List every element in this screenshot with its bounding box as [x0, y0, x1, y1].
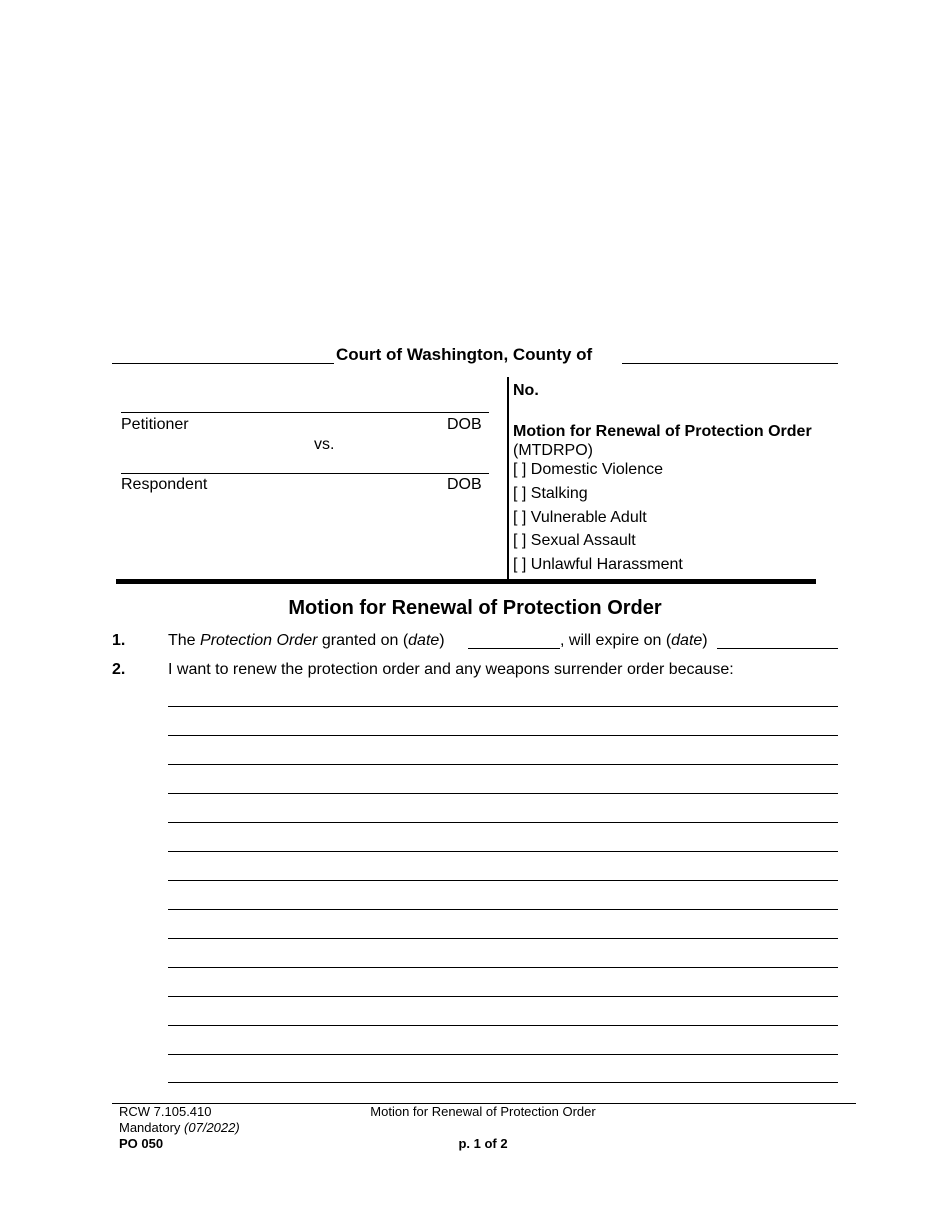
versus-label: vs.: [314, 436, 335, 453]
item-2-number: 2.: [112, 661, 126, 678]
item-1-date-2: date: [671, 632, 703, 649]
reason-line[interactable]: [168, 793, 838, 794]
order-type-sexual-assault[interactable]: [ ] Sexual Assault: [513, 532, 636, 549]
reason-line[interactable]: [168, 1082, 838, 1083]
reason-line[interactable]: [168, 880, 838, 881]
court-prefix-line[interactable]: [112, 363, 334, 364]
county-line[interactable]: [622, 363, 838, 364]
footer-title: Motion for Renewal of Protection Order: [370, 1104, 596, 1119]
reason-line[interactable]: [168, 764, 838, 765]
petitioner-label: Petitioner: [121, 416, 189, 433]
order-type-stalking[interactable]: [ ] Stalking: [513, 485, 588, 502]
footer-mandatory-label: Mandatory: [119, 1120, 181, 1135]
reason-line[interactable]: [168, 909, 838, 910]
caption-document-title: [513, 422, 813, 460]
court-title: Court of Washington, County of: [336, 345, 593, 364]
respondent-dob-label: DOB: [447, 476, 482, 493]
caption-divider: [507, 377, 509, 581]
petitioner-name-line[interactable]: [121, 412, 489, 413]
reason-line[interactable]: [168, 822, 838, 823]
caption-title-code: (MTDRPO): [513, 442, 593, 459]
reason-line[interactable]: [168, 706, 838, 707]
item-1-date-1: date: [408, 632, 440, 649]
item-1-will-expire: , will expire on (: [560, 632, 672, 649]
granted-date-line[interactable]: [468, 648, 560, 649]
item-1-close-2: ): [702, 632, 708, 649]
order-type-vulnerable-adult[interactable]: [ ] Vulnerable Adult: [513, 509, 647, 526]
expire-date-line[interactable]: [717, 648, 838, 649]
caption-title-bold: Motion for Renewal of Protection Order: [513, 423, 812, 440]
order-type-domestic-violence[interactable]: [ ] Domestic Violence: [513, 461, 663, 478]
reason-line[interactable]: [168, 938, 838, 939]
item-1-the: The: [168, 632, 196, 649]
reason-line[interactable]: [168, 1025, 838, 1026]
reason-line[interactable]: [168, 735, 838, 736]
item-1-granted-on: granted on (: [321, 632, 409, 649]
item-1-expire-text: [560, 632, 708, 650]
footer-revision-date: (07/2022): [184, 1120, 240, 1135]
item-1-text: [168, 632, 445, 650]
order-type-unlawful-harassment[interactable]: [ ] Unlawful Harassment: [513, 556, 683, 573]
footer-page-number: p. 1 of 2: [458, 1136, 508, 1151]
reason-line[interactable]: [168, 1054, 838, 1055]
respondent-label: Respondent: [121, 476, 208, 493]
reason-line[interactable]: [168, 996, 838, 997]
caption-bottom-rule: [116, 579, 816, 584]
item-2-text: I want to renew the protection order and any weapons surrender order because:: [168, 661, 734, 678]
page-title: Motion for Renewal of Protection Order: [288, 597, 662, 619]
reason-line[interactable]: [168, 967, 838, 968]
footer-form-number: PO 050: [119, 1136, 164, 1151]
footer-mandatory: [119, 1120, 240, 1136]
reason-line[interactable]: [168, 851, 838, 852]
item-1-number: 1.: [112, 632, 126, 649]
case-number-label: No.: [513, 382, 539, 399]
footer-statute: RCW 7.105.410: [119, 1104, 212, 1119]
respondent-name-line[interactable]: [121, 473, 489, 474]
item-1-protection-order: Protection Order: [200, 632, 318, 649]
petitioner-dob-label: DOB: [447, 416, 482, 433]
item-1-close-1: ): [439, 632, 445, 649]
